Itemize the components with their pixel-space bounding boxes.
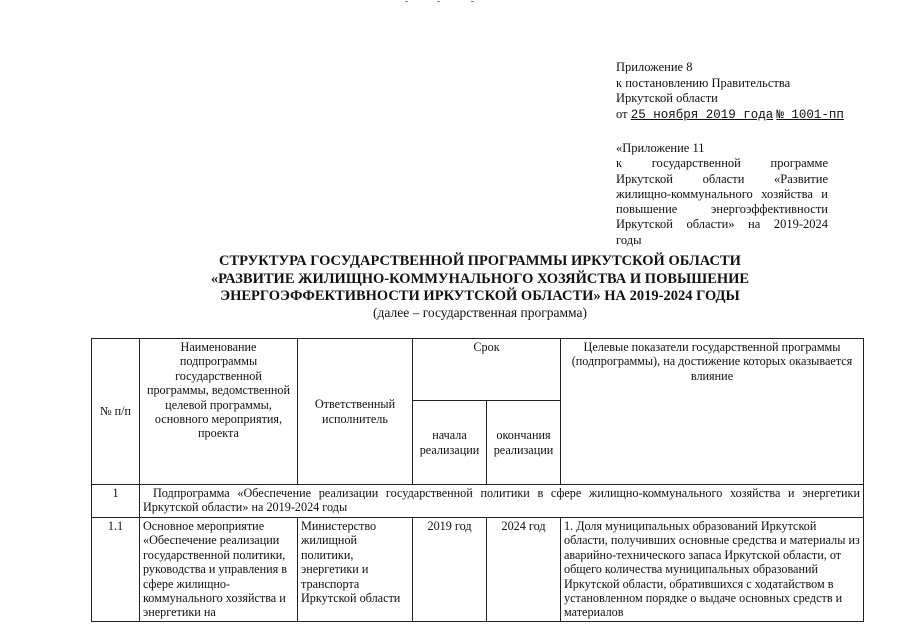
- appendix2-line: «Приложение 11: [616, 141, 705, 155]
- appendix2-line: Иркутской области» на 2019-2024: [616, 217, 828, 232]
- header-end: окончания реализации: [487, 401, 561, 485]
- title-line: ЭНЕРГОЭФФЕКТИВНОСТИ ИРКУТСКОЙ ОБЛАСТИ» НА 2019-2024 ГОДЫ: [220, 288, 740, 304]
- appendix2-line: Иркутской области «Развитие: [616, 171, 828, 186]
- row-start: 2019 год: [413, 518, 487, 622]
- program-structure-table: [91, 338, 864, 622]
- appendix2-line: повышение энергоэффективности: [616, 202, 828, 217]
- table-row: [92, 518, 864, 622]
- row-targets: 1. Доля муниципальных образований Иркутской области, получивших основные средства и материалы из аварийно-технического запаса Иркутской области, от общего количества муниципальных образований Иркутской области, обратившихся с ходатайством в установленном порядке о выдаче основных средств и материалов: [561, 518, 864, 622]
- appendix-line: Иркутской области: [616, 91, 718, 105]
- header-term: Срок: [413, 339, 561, 401]
- header-executor: Ответственный исполнитель: [298, 339, 413, 485]
- appendix-from: от: [616, 106, 628, 121]
- appendix2-line: годы: [616, 232, 642, 247]
- appendix2-line: к государственной программе: [616, 156, 828, 171]
- row-end: 2024 год: [487, 518, 561, 622]
- header-name: Наименование подпрограммы государственной программы, ведомственной целевой программы, основного мероприятия, проекта: [140, 339, 298, 485]
- title-line: «РАЗВИТИЕ ЖИЛИЩНО-КОММУНАЛЬНОГО ХОЗЯЙСТВА И ПОВЫШЕНИЕ: [210, 270, 750, 287]
- title-line: СТРУКТУРА ГОСУДАРСТВЕННОЙ ПРОГРАММЫ ИРКУТСКОЙ ОБЛАСТИ: [219, 253, 741, 269]
- subprogram-num: 1: [92, 485, 140, 518]
- appendix-date-line: [616, 107, 866, 124]
- row-name: Основное мероприятие «Обеспечение реализации государственной политики, руководства и управления в сфере жилищно-коммунального хозяйства и энергетики на: [140, 518, 298, 622]
- document-title: [160, 253, 800, 306]
- appendix-line: Приложение 8: [616, 60, 693, 74]
- appendix-date: 25 ноября 2019 года: [630, 107, 774, 122]
- scan-mark: [405, 1, 408, 2]
- row-executor: Министерство жилищной политики, энергетики и транспорта Иркутской области: [298, 518, 413, 622]
- scan-mark: [437, 1, 440, 2]
- appendix-11-header: [616, 141, 828, 248]
- appendix-line: к постановлению Правительства: [616, 75, 791, 90]
- document-subtitle: (далее – государственная программа): [373, 305, 587, 320]
- header-targets: Целевые показатели государственной программы (подпрограммы), на достижение которых оказывается влияние: [561, 339, 864, 485]
- appendix-header: [616, 60, 866, 123]
- subprogram-text: Подпрограмма «Обеспечение реализации государственной политики в сфере жилищно-коммунального хозяйства и энергетики Иркутской области» на 2019-2024 годы: [140, 485, 864, 518]
- header-start: начала реализации: [413, 401, 487, 485]
- appendix2-line: жилищно-коммунального хозяйства и: [616, 186, 828, 201]
- table-header-row: [92, 339, 864, 401]
- scan-mark: [471, 1, 474, 2]
- header-num: № п/п: [92, 339, 140, 485]
- appendix-number: № 1001-пп: [776, 107, 844, 122]
- subprogram-row: [92, 485, 864, 518]
- row-num: 1.1: [92, 518, 140, 622]
